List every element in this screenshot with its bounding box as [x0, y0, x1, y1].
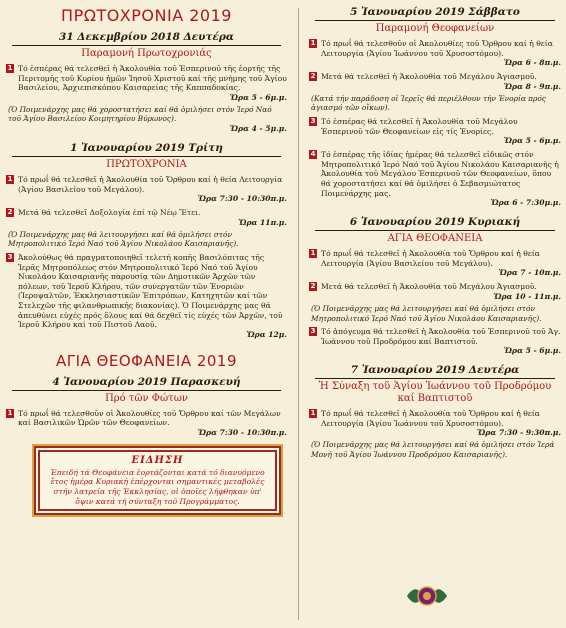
- item-time: Ὥρα 10 - 11π.μ.: [493, 291, 561, 301]
- section-feast: Πρό τῶν Φώτων: [105, 392, 188, 404]
- news-title: ΕΙΔΗΣΗ: [131, 454, 184, 466]
- item-time: Ὥρα 7:30 - 9:30π.μ.: [477, 428, 561, 438]
- list-item: [309, 282, 561, 302]
- list-item: [309, 150, 561, 208]
- item-time: Ὥρα 8 - 9π.μ.: [503, 81, 561, 91]
- item-text: Μετά θά τελεσθεῖ Δοξολογία ἐπί τῷ Νέῳ Ἔτει.: [18, 208, 201, 218]
- note-item: [309, 304, 561, 323]
- item-time: Ὥρα 7 - 10π.μ.: [498, 268, 561, 278]
- list-item: [6, 208, 287, 228]
- section-jan-4: [6, 376, 287, 438]
- item-number-badge: 1: [7, 174, 13, 183]
- item-time: Ὥρα 7:30 - 10:30π.μ.: [197, 427, 287, 437]
- item-number-badge: 4: [310, 150, 316, 159]
- item-time: Ὥρα 5 - 6μ.μ.: [503, 136, 561, 146]
- item-text: Τό ἑσπέρας τῆς ἰδίας ἡμέρας θά τελεσθεῖ εἰδικῶς στόν Μητροπολιτικό Ἱερό Ναό τοῦ Ἁγίου Νικολάου Καισαριανῆς ἡ Ἀκολουθία τοῦ Μεγάλου Ἑσπερινοῦ τῶν Θεοφανείων, ὅπου θά χοροστατήσει καί θά ὁμιλήσει ὁ Σεβασμιώτατος Ποιμενάρχης μας.: [321, 150, 559, 198]
- page-title: ΠΡΩΤΟΧΡΟΝΙΑ 2019: [61, 6, 232, 25]
- section-date: 5 Ἰανουαρίου 2019 Σάββατο: [350, 6, 520, 18]
- section-date: 7 Ἰανουαρίου 2019 Δευτέρα: [350, 364, 520, 377]
- section-title-theophany: ΑΓΙΑ ΘΕΟΦΑΝΕΙΑ 2019: [55, 351, 238, 370]
- item-time: Ὥρα 6 - 8π.μ.: [503, 58, 561, 68]
- section-feast: ΑΓΙΑ ΘΕΟΦΑΝΕΙΑ: [387, 233, 483, 245]
- section-feast: Παραμονή Θεοφανείων: [375, 23, 495, 34]
- list-item: [309, 409, 561, 438]
- note-item: [309, 440, 561, 459]
- item-number-badge: 1: [7, 64, 13, 72]
- list-item: [6, 253, 287, 340]
- item-number-badge: 1: [310, 409, 316, 418]
- section-feast: ΠΡΩΤΟΧΡΟΝΙΑ: [106, 158, 187, 170]
- date-rule: [12, 156, 281, 157]
- list-item: [309, 72, 561, 92]
- item-text: Μετά θά τελεσθεῖ ἡ Ἀκολουθία τοῦ Μεγάλου Ἁγιασμοῦ.: [321, 72, 537, 82]
- section-jan-5: [309, 6, 561, 208]
- news-body: Ἐπειδή τά Θεοφάνεια ἑορτάζονται κατά τό διανυόμενο ἔτος ἡμέρα Κυριακή ἐπέρχονται σημαντικές μεταβολές στήν λατρεία τῆς Ἐκκλησίας, οἱ ὁποῖες λήφθηκαν ὑπ' ὄψιν κατά τή σύνταξη τοῦ Προγράμματος.: [50, 467, 265, 506]
- item-text: Τό πρωΐ θά τελεσθοῦν οἱ Ἀκολουθίες τοῦ Ὄρθρου καί τῶν Μεγάλων καί Βασιλικῶν Ὡρῶν τῶν Θεοφανείων.: [18, 408, 281, 428]
- section-date: 1 Ἰανουαρίου 2019 Τρίτη: [70, 141, 223, 154]
- section-dec-31: [6, 31, 287, 134]
- section-jan-7: [309, 364, 561, 459]
- note-text: (Ὁ Ποιμενάρχης μας θά λειτουργήσει καί θά ὁμιλήσει στόν Μητροπολιτικό Ἱερό Ναό τοῦ Ἁγίου Νικολάου Καισαριανῆς).: [8, 229, 239, 249]
- section-feast: Παραμονή Πρωτοχρονιάς: [81, 48, 212, 59]
- item-number-badge: 3: [310, 327, 316, 336]
- item-number-badge: 3: [7, 252, 13, 261]
- news-box: [34, 446, 281, 515]
- item-number-badge: 2: [7, 208, 13, 217]
- item-text: Τό ἑσπέρας θά τελεσθεῖ ἡ Ἀκολουθία τοῦ Ἑσπερινοῦ τῆς ἑορτῆς τῆς Περιτομῆς τοῦ Κυρίου ἡμῶν Ἰησοῦ Χριστοῦ καί τῆς μνήμης τοῦ Ἁγίου Βασιλείου, Ἀρχιεπισκόπου Καισαρείας τῆς Καππαδοκίας.: [18, 64, 287, 93]
- item-time: Ὥρα 6 - 7:30μ.μ.: [490, 198, 561, 208]
- left-column: [6, 6, 287, 515]
- column-divider: [298, 8, 299, 620]
- item-text: Μετά θά τελεσθεῖ ἡ Ἀκολουθία τοῦ Μεγάλου Ἁγιασμοῦ.: [321, 282, 537, 292]
- list-item: [309, 327, 561, 356]
- note-text: (Ὁ Ποιμενάρχης μας θά λειτουργήσει καί θά ὁμιλήσει στόν Ἱερά Μονή τοῦ Ἁγίου Ἰωάννου Προδρόμου Καισαριανῆς).: [311, 440, 555, 460]
- item-number-badge: 3: [310, 116, 316, 125]
- item-text: Τό πρωΐ θά τελεσθεῖ ἡ Ἀκολουθία τοῦ Ὄρθρου καί ἡ θεία Λειτουργία (Ἁγίου Ἰωάννου τοῦ Χρυσοστόμου).: [321, 409, 540, 428]
- note-text: (Κατά τήν παράδοση οἱ Ἱερεῖς θά περιέλθουν τήν Ἐνορία πρός ἁγιασμό τῶν οἴκων).: [311, 93, 546, 113]
- list-item: [309, 249, 561, 278]
- item-time: Ὥρα 7:30 - 10:30π.μ.: [197, 194, 287, 204]
- right-column: [309, 6, 561, 460]
- list-item: [6, 409, 287, 438]
- date-rule: [12, 45, 281, 46]
- item-text: Τό ἑσπέρας θά τελεσθεῖ ἡ Ἀκολουθία τοῦ Μεγάλου Ἑσπερινοῦ τῶν Θεοφανείων εἰς τίς Ἐνορίες.: [321, 116, 518, 136]
- note-item: [6, 105, 287, 134]
- note-item: [309, 94, 561, 113]
- item-number-badge: 1: [310, 249, 316, 258]
- list-item: [309, 117, 561, 146]
- item-time: Ὥρα 11π.μ.: [238, 217, 287, 227]
- section-date: 4 Ἰανουαρίου 2019 Παρασκευή: [52, 375, 241, 388]
- item-time: Ὥρα 5 - 6μ.μ.: [229, 92, 287, 102]
- item-number-badge: 1: [310, 39, 316, 47]
- item-text: Ἀκολούθως θά πραγματοποιηθεῖ τελετή κοπῆς Βασιλόπιτας τῆς Ἱερᾶς Μητροπόλεως στόν Μητροπολιτικό Ἱερό Ναό τοῦ Ἁγίου Νικολάου Καισαριανῆς παρουσίᾳ τῶν Δημοτικῶν Ἀρχῶν τῶν πόλεων, τοῦ Ἱεροῦ Κλήρου, τῶν συνεργατῶν τῶν Ἐνοριῶν (Ἱεροψαλτῶν, Ἐκκλησιαστικῶν Ἐπιτρόπων, Κατηχητῶν καί τῶν Στελεχῶν τῆς φιλανθρωπικῆς διακονίας). Ὁ Ποιμενάρχης μας θά ἀπευθύνει εὐχές πρός ὅλους καί θά δεχθεῖ τίς εὐχές τῶν Ἀρχῶν, τοῦ Ἱεροῦ Κλήρου καί τοῦ Πιστοῦ Λαοῦ.: [18, 252, 283, 330]
- item-time: Ὥρα 12μ.: [246, 329, 287, 339]
- list-item: [6, 175, 287, 204]
- note-time: Ὥρα 4 - 5μ.μ.: [229, 123, 287, 133]
- note-text: (Ὁ Ποιμενάρχης μας θά χοροστατήσει καί θά ὁμιλήσει στόν Ἱερό Ναό τοῦ Ἁγίου Βασιλείου Κοιμητηρίου Βύρωνος).: [8, 104, 272, 124]
- item-text: Τό πρωΐ θά τελεσθεῖ ἡ Ἀκολουθία τοῦ Ὄρθρου καί ἡ θεία Λειτουργία (Ἁγίου Βασιλείου τοῦ Μεγάλου).: [18, 174, 283, 194]
- item-number-badge: 2: [310, 72, 316, 81]
- ornament-seal-icon: [405, 583, 449, 609]
- section-date: 6 Ἰανουαρίου 2019 Κυριακή: [349, 216, 521, 229]
- date-rule: [12, 390, 281, 391]
- item-text: Τό πρωΐ θά τελεσθεῖ ἡ Ἀκολουθία τοῦ Ὄρθρου καί ἡ θεία Λειτουργία (Ἁγίου Βασιλείου τοῦ Μεγάλου).: [321, 249, 540, 268]
- item-time: Ὥρα 5 - 6μ.μ.: [503, 346, 561, 356]
- list-item: [309, 39, 561, 68]
- date-rule: [315, 230, 555, 231]
- item-text: Τό ἀπόγευμα θά τελεσθεῖ ἡ Ἀκολουθία τοῦ Ἑσπερινοῦ τοῦ Ἁγ. Ἰωάννου τοῦ Προδρόμου καί Βαπτιστοῦ.: [321, 327, 561, 346]
- note-text: (Ὁ Ποιμενάρχης μας θά λειτουργήσει καί θά ὁμιλήσει στόν Μητροπολιτικό Ἱερό Ναό τοῦ Ἁγίου Νικολάου Καισαριανῆς).: [311, 303, 542, 323]
- item-text: Τό πρωΐ θά τελεσθοῦν οἱ Ἀκολουθίες τοῦ Ὄρθρου καί ἡ θεία Λειτουργία (Ἁγίου Ἰωάννου τοῦ Χρυσοστόμου).: [321, 39, 553, 58]
- section-jan-6: [309, 216, 561, 356]
- note-item: [6, 230, 287, 249]
- date-rule: [315, 20, 555, 21]
- date-rule: [315, 378, 555, 379]
- section-date: 31 Δεκεμβρίου 2018 Δευτέρα: [59, 31, 234, 43]
- item-number-badge: 1: [7, 408, 13, 417]
- section-feast: Ἡ Σύναξη τοῦ Ἁγίου Ἰωάννου τοῦ Προδρόμου καί Βαπτιστοῦ: [318, 381, 552, 405]
- item-number-badge: 2: [310, 282, 316, 291]
- list-item: [6, 64, 287, 103]
- section-jan-1: [6, 142, 287, 340]
